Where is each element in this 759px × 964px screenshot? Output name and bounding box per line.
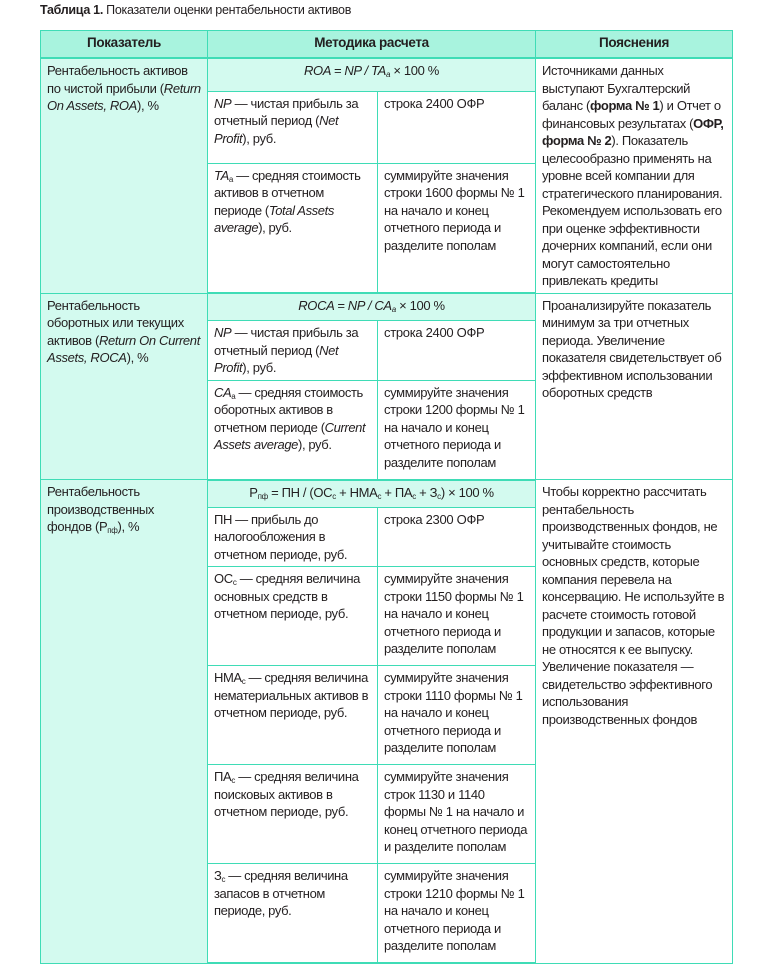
component-source: суммируйте значения строки 1200 формы № 1 на начало и конец отчетного периода и разделите пополам	[378, 380, 536, 480]
indicator-italic: Return On Current Assets, ROCA	[47, 332, 200, 365]
formula-sub: с	[377, 491, 382, 501]
component-definition	[208, 91, 378, 163]
formula-part: Р	[249, 484, 258, 500]
rpf-formula-row	[41, 480, 733, 508]
formula-part: + З	[415, 484, 438, 500]
formula-part: + ПА	[381, 484, 413, 500]
component-definition	[208, 567, 378, 666]
indicator-roca	[41, 293, 208, 480]
formula-part: ROA = NP / TA	[303, 63, 386, 78]
indicator-text: Рентабельность активов по чистой прибыли (	[47, 63, 188, 96]
component-suffix: ), руб.	[242, 130, 277, 146]
component-text: — чистая прибыль за отчетный период (	[214, 95, 359, 129]
table-caption	[40, 3, 351, 17]
component-sub: a	[228, 174, 233, 184]
formula-sub: a	[391, 305, 396, 314]
explanation-roca: Проанализируйте показатель минимум за три отчетных периода. Увеличение показателя свидетельствует об эффективном использовании оборотных средств	[536, 293, 733, 480]
profitability-table	[40, 30, 733, 964]
indicator-production-assets	[41, 480, 208, 964]
component-text: — прибыль до налогообложения в отчетном периоде, руб.	[214, 511, 348, 562]
component-italic: Total Assets average	[214, 202, 334, 236]
formula-production-assets	[208, 480, 536, 508]
component-symbol: З	[214, 868, 222, 883]
formula-sub: с	[412, 491, 416, 501]
component-sub: с	[231, 776, 235, 785]
explanation-text: ) и Отчет о финансовых результатах (	[542, 98, 721, 131]
component-suffix: ), руб.	[242, 360, 277, 375]
component-definition	[208, 666, 378, 765]
component-suffix: ), руб.	[298, 437, 332, 452]
component-italic: Net Profit	[214, 342, 339, 375]
indicator-suffix: ), %	[117, 519, 140, 534]
component-text: — средняя величина основных средств в отчетном периоде, руб.	[214, 571, 361, 621]
component-symbol: NP	[214, 325, 232, 340]
header-method: Методика расчета	[208, 31, 536, 59]
explanation-bold: форма № 1	[590, 98, 660, 113]
component-definition	[208, 507, 378, 567]
explanation-roa	[536, 58, 733, 293]
component-symbol: ОС	[214, 571, 233, 586]
component-symbol: CA	[214, 384, 232, 400]
formula-part: × 100 %	[395, 298, 445, 313]
component-symbol: NP	[214, 95, 232, 111]
indicator-roa	[41, 58, 208, 293]
component-source: суммируйте значения строки 1210 формы № 1 на начало и конец отчетного периода и разделите пополам	[378, 864, 536, 964]
header-row	[41, 31, 733, 59]
component-source: суммируйте значения строки 1600 формы № 1 на начало и конец отчетного периода и разделите пополам	[378, 163, 536, 293]
component-symbol: ПН	[214, 511, 232, 527]
component-italic: Net Profit	[214, 113, 339, 146]
component-source: строка 2300 ОФР	[378, 507, 536, 567]
component-suffix: ), руб.	[258, 220, 292, 236]
component-definition	[208, 765, 378, 864]
component-definition	[208, 163, 378, 293]
component-text: — средняя величина поисковых активов в отчетном периоде, руб.	[214, 769, 359, 819]
formula-sub: с	[332, 491, 336, 501]
roca-formula-row	[41, 293, 733, 321]
component-definition	[208, 864, 378, 964]
indicator-suffix: ), %	[126, 350, 149, 365]
component-text: — чистая прибыль за отчетный период (	[214, 325, 359, 358]
formula-roa	[208, 58, 536, 91]
formula-part: ) × 100 %	[440, 484, 494, 500]
component-sub: с	[221, 875, 226, 884]
explanation-bold: ОФР, форма № 2	[542, 115, 724, 148]
formula-part: = ПН / (ОС	[267, 484, 333, 500]
formula-part: ROCA = NP / CA	[298, 298, 392, 313]
formula-sub: a	[386, 70, 391, 79]
caption-label: Таблица 1.	[40, 3, 103, 17]
component-symbol: ПА	[214, 769, 232, 784]
explanation-text: Источниками данных выступают Бухгалтерский баланс (	[542, 63, 691, 113]
caption-title: Показатели оценки рентабельности активов	[103, 3, 352, 17]
roa-formula-row	[41, 58, 733, 91]
formula-part: + НМА	[335, 484, 378, 500]
component-source: суммируйте значения строки 1150 формы № 1 на начало и конец отчетного периода и разделите пополам	[378, 567, 536, 666]
component-text: — средняя стоимость оборотных активов в отчетном периоде (	[214, 384, 363, 435]
component-source: суммируйте значения строк 1130 и 1140 формы № 1 на начало и конец отчетного периода и разделите пополам	[378, 765, 536, 864]
indicator-text: Рентабельность производственных фондов (Р	[47, 484, 155, 534]
component-sub: с	[232, 578, 237, 587]
component-sub: a	[231, 391, 236, 401]
indicator-italic: Return On Assets, ROA	[47, 80, 201, 113]
component-text: — средняя величина нематериальных активов в отчетном периоде, руб.	[214, 670, 369, 720]
component-symbol: TA	[214, 167, 229, 183]
component-source: строка 2400 ОФР	[378, 321, 536, 381]
header-notes: Пояснения	[536, 31, 733, 59]
indicator-sub: пф	[107, 526, 118, 535]
component-symbol: НМА	[214, 670, 242, 685]
component-italic: Current Assets average	[214, 419, 366, 452]
component-definition	[208, 380, 378, 480]
formula-roca	[208, 293, 536, 321]
explanation-text: ). Показатель целесообразно применять на уровне всей компании для стратегического планирования. Рекомендуем использовать его при оценке эффективности дочерних компаний, если они могут самостоятельно привлекать кредиты	[542, 133, 723, 288]
component-sub: с	[241, 677, 246, 686]
indicator-text: Рентабельность оборотных или текущих активов (	[47, 297, 184, 348]
formula-sub: пф	[257, 491, 268, 501]
component-source: суммируйте значения строки 1110 формы № 1 на начало и конец отчетного периода и разделите пополам	[378, 666, 536, 765]
header-indicator: Показатель	[41, 31, 208, 59]
component-text: — средняя величина запасов в отчетном периоде, руб.	[214, 868, 348, 918]
formula-sub: с	[437, 491, 441, 501]
formula-part: × 100 %	[390, 63, 439, 78]
component-definition	[208, 321, 378, 381]
component-source: строка 2400 ОФР	[378, 91, 536, 163]
indicator-suffix: ), %	[136, 98, 159, 113]
explanation-production-assets: Чтобы корректно рассчитать рентабельность производственных фондов, не учитывайте стоимость основных средств, которые компания перевела на консервацию. Не используйте в расчете стоимость готовой продукции и запасов, которые не относятся к ее выпуску. Увеличение показателя — свидетельство эффективного использования производственных фондов	[536, 480, 733, 964]
component-text: — средняя стоимость активов в отчетном периоде (	[214, 167, 361, 218]
